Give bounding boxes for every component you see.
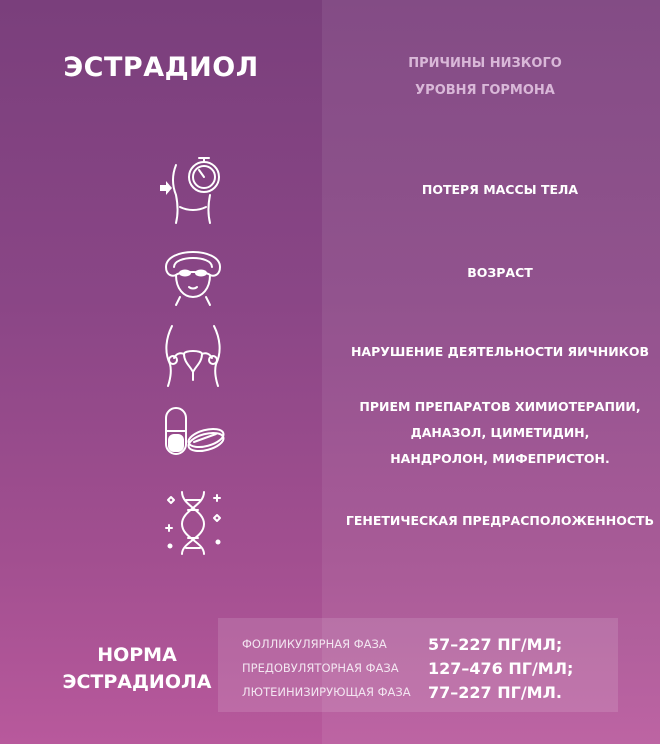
reason-line: ВОЗРАСТ — [467, 265, 533, 280]
norm-row — [242, 680, 612, 704]
reason-line: ГЕНЕТИЧЕСКАЯ ПРЕДРАСПОЛОЖЕННОСТЬ — [345, 513, 655, 528]
norm-title — [52, 642, 222, 696]
reason-ovaries — [340, 339, 660, 365]
norm-title-line-2: ЭСТРАДИОЛА — [62, 671, 212, 693]
reason-line: НАНДРОЛОН, МИФЕПРИСТОН. — [390, 451, 610, 466]
phase-value: 127–476 ПГ/МЛ; — [428, 658, 574, 678]
phase-label: ПРЕДОВУЛЯТОРНАЯ ФАЗА — [242, 661, 399, 675]
norm-row — [242, 632, 612, 656]
norm-box — [218, 618, 618, 712]
phase-label: ЛЮТЕИНИЗИРУЮЩАЯ ФАЗА — [242, 685, 411, 699]
reason-line: ДАНАЗОЛ, ЦИМЕТИДИН, — [410, 425, 590, 440]
page-title: ЭСТРАДИОЛ — [63, 52, 259, 83]
reason-genetics — [340, 508, 660, 534]
reason-line: НАРУШЕНИЕ ДЕЯТЕЛЬНОСТИ ЯИЧНИКОВ — [350, 344, 650, 359]
subtitle-line-1: ПРИЧИНЫ НИЗКОГО — [408, 56, 562, 71]
subtitle-line-2: УРОВНЯ ГОРМОНА — [415, 83, 555, 98]
norm-row — [242, 656, 612, 680]
subtitle — [370, 50, 600, 104]
pills-icon — [158, 402, 228, 472]
ovaries-icon — [158, 322, 228, 392]
norm-title-line-1: НОРМА — [97, 644, 177, 666]
age-face-icon — [158, 237, 228, 307]
reason-drugs — [340, 394, 660, 472]
phase-value: 77–227 ПГ/МЛ. — [428, 682, 562, 702]
reason-line: ПОТЕРЯ МАССЫ ТЕЛА — [421, 182, 579, 197]
reason-age — [340, 260, 660, 286]
reason-weight-loss — [340, 177, 660, 203]
reason-line: ПРИЕМ ПРЕПАРАТОВ ХИМИОТЕРАПИИ, — [359, 399, 641, 414]
weight-loss-icon — [158, 155, 228, 225]
dna-icon — [158, 488, 228, 558]
phase-label: ФОЛЛИКУЛЯРНАЯ ФАЗА — [242, 637, 387, 651]
phase-value: 57–227 ПГ/МЛ; — [428, 634, 563, 654]
